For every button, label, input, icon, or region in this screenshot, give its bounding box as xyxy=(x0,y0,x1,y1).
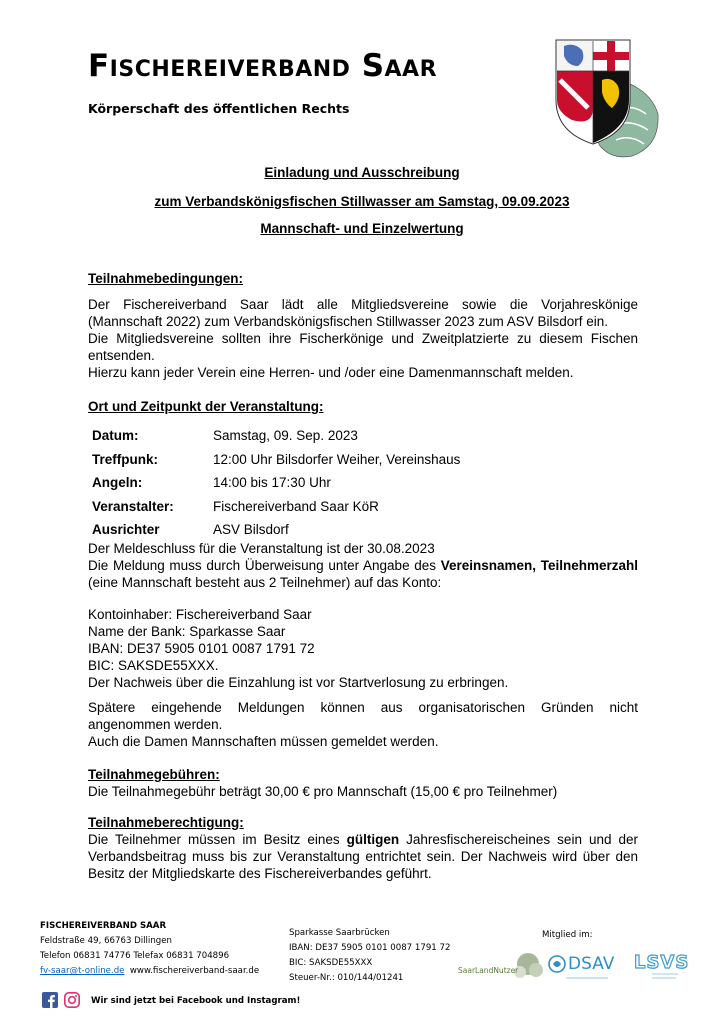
info-label: Angeln: xyxy=(92,475,143,491)
org-subtitle: Körperschaft des öffentlichen Rechts xyxy=(88,101,350,116)
info-label: Ausrichter xyxy=(92,522,160,538)
bic: BIC: SAKSDE55XXX. xyxy=(88,658,219,673)
heading-conditions: Teilnahmebedingungen: xyxy=(88,271,243,286)
info-label: Treffpunk: xyxy=(92,451,158,467)
footer-bank xyxy=(289,926,450,986)
footer-web-line xyxy=(40,964,259,979)
heading-fees: Teilnahmegebühren: xyxy=(88,767,220,782)
info-value: Fischereiverband Saar KöR xyxy=(213,498,379,514)
conditions-text-2: Die Mitgliedsvereine sollten ihre Fischerkönige und Zweitplatzierte zu diesem Fischen entsenden. xyxy=(88,331,638,363)
info-label: Veranstalter: xyxy=(92,498,174,514)
info-row-organizer xyxy=(92,495,460,519)
social-media-text: Wir sind jetzt bei Facebook und Instagram! xyxy=(91,996,301,1006)
dsav-text: DSAV xyxy=(568,954,615,974)
info-value: 14:00 bis 17:30 Uhr xyxy=(213,475,331,491)
title-scoring: Mannschaft- und Einzelwertung xyxy=(260,221,464,236)
registration-text: Die Meldung muss durch Überweisung unter Angabe des Vereinsnamen, Teilnehmerzahl (eine Mannschaft besteht aus 2 Teilnehmer) auf das Konto: xyxy=(88,558,638,590)
fees-text: Die Teilnahmegebühr beträgt 30,00 € pro Mannschaft (15,00 € pro Teilnehmer) xyxy=(88,784,558,799)
conditions-text-3: Hierzu kann jeder Verein eine Herren- und /oder eine Damenmannschaft melden. xyxy=(88,365,574,380)
footer-iban: IBAN: DE37 5905 0101 0087 1791 72 xyxy=(289,943,451,953)
footer-tax-number: Steuer-Nr.: 010/144/01241 xyxy=(289,973,404,983)
info-row-meeting-point xyxy=(92,448,460,472)
registration-deadline: Der Meldeschluss für die Veranstaltung ist der 30.08.2023 xyxy=(88,541,435,556)
conditions-text-1: Der Fischereiverband Saar lädt alle Mitgliedsvereine sowie die Vorjahreskönige (Mannschaft 2022) zum Verbandskönigsfischen Stillwasser 2023 zum ASV Bilsdorf ein. xyxy=(88,297,638,329)
website-text: www.fischereiverband-saar.de xyxy=(129,966,260,976)
lsvs-text: LSVS xyxy=(634,952,690,973)
info-label: Datum: xyxy=(92,428,139,444)
facebook-icon[interactable] xyxy=(42,992,58,1008)
title-invitation: Einladung und Ausschreibung xyxy=(264,165,460,180)
heading-eligibility: Teilnahmeberechtigung: xyxy=(88,815,244,830)
info-value: Samstag, 09. Sep. 2023 xyxy=(213,428,358,444)
saarland-nutzer-logo xyxy=(458,950,548,984)
instagram-icon[interactable] xyxy=(64,992,80,1008)
footer-org-name: FISCHEREIVERBAND SAAR xyxy=(40,921,167,931)
event-info-table xyxy=(92,424,460,542)
footer-bank-name: Sparkasse Saarbrücken xyxy=(289,928,390,938)
info-row-host xyxy=(92,518,460,542)
coat-of-arms-icon xyxy=(552,36,664,158)
account-holder: Kontoinhaber: Fischereiverband Saar xyxy=(88,607,312,622)
eligibility-text: Die Teilnehmer müssen im Besitz eines gültigen Jahresfischereischeines sein und der Verbandsbeitrag muss bis zur Veranstaltung entrichtet sein. Der Nachweis wird über den Besitz der Mitgliedskarte des Fischereiverbandes geführt. xyxy=(88,832,638,881)
footer-address: Feldstraße 49, 66763 Dillingen xyxy=(40,936,172,946)
iban: IBAN: DE37 5905 0101 0087 1791 72 xyxy=(88,641,315,656)
dsav-logo xyxy=(548,946,615,986)
title-event: zum Verbandskönigsfischen Stillwasser am Samstag, 09.09.2023 xyxy=(154,194,570,209)
late-registration-note: Spätere eingehende Meldungen können aus organisatorischen Gründen nicht angenommen werden. xyxy=(88,700,638,732)
payment-proof: Der Nachweis über die Einzahlung ist vor Startverlosung zu erbringen. xyxy=(88,675,509,690)
member-label: Mitglied im: xyxy=(542,930,593,940)
org-name: Fischereiverband Saar xyxy=(88,48,438,84)
heading-location-time: Ort und Zeitpunkt der Veranstaltung: xyxy=(88,399,324,414)
lsvs-icon xyxy=(632,950,678,986)
bank-name: Name der Bank: Sparkasse Saar xyxy=(88,624,286,639)
info-row-fishing-time xyxy=(92,471,460,495)
bank-details xyxy=(88,606,638,691)
email-link[interactable]: fv-saar@t-online.de xyxy=(40,966,125,976)
women-teams-note: Auch die Damen Mannschaften müssen gemeldet werden. xyxy=(88,734,439,749)
info-value: ASV Bilsdorf xyxy=(213,522,289,538)
footer-phone: Telefon 06831 74776 Telefax 06831 704896 xyxy=(40,951,230,961)
footer-bic: BIC: SAKSDE55XXX xyxy=(289,958,373,968)
footer-contact xyxy=(40,919,259,979)
lsvs-logo xyxy=(632,950,690,986)
info-row-date xyxy=(92,424,460,448)
info-value: 12:00 Uhr Bilsdorfer Weiher, Vereinshaus xyxy=(213,451,461,467)
saarland-nutzer-text: SaarLandNutzer xyxy=(458,966,519,975)
